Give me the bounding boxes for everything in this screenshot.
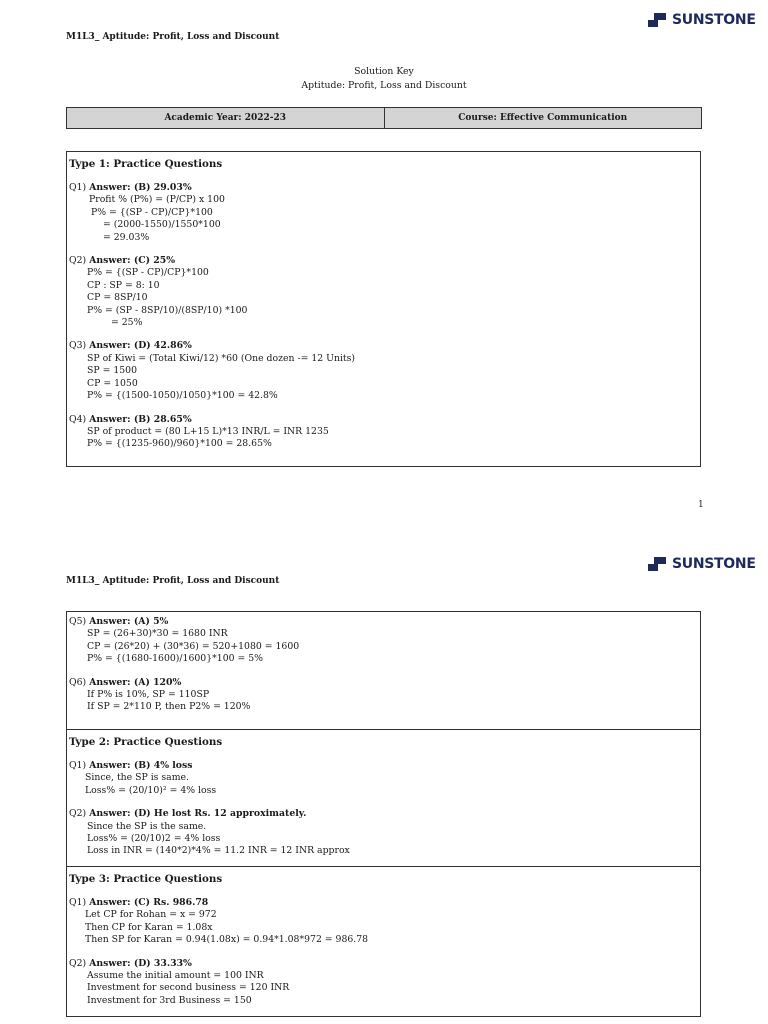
solution-step: SP = 1500	[87, 365, 137, 377]
question-number: Q4)	[69, 413, 87, 425]
solution-step: Investment for 3rd Business = 150	[87, 994, 252, 1006]
solution-step: Investment for second business = 120 INR	[87, 982, 290, 994]
solution-step: If SP = 2*110 P, then P2% = 120%	[87, 701, 251, 713]
solution-step: = 25%	[111, 317, 143, 329]
solution-step: If P% is 10%, SP = 110SP	[87, 689, 210, 701]
section-title: Type 2: Practice Questions	[69, 736, 223, 748]
solution-step: Then CP for Karan = 1.08x	[85, 921, 213, 933]
type2-section	[67, 730, 700, 869]
question-number: Q1)	[69, 897, 87, 908]
brand-name: SUNSTONE	[672, 556, 756, 572]
question-number: Q2)	[69, 808, 87, 820]
solution-step: CP = 8SP/10	[87, 292, 148, 304]
solution-step: CP : SP = 8: 10	[87, 279, 160, 291]
question	[67, 616, 700, 666]
question-answer-line	[67, 677, 700, 689]
solution-step: Profit % (P%) = (P/CP) x 100	[89, 194, 225, 206]
brand-name: SUNSTONE	[672, 12, 756, 28]
question-number: Q1)	[69, 182, 87, 193]
solution-step: Then SP for Karan = 0.94(1.08x) = 0.94*1.08*972 = 986.78	[85, 934, 369, 946]
section-title: Type 3: Practice Questions	[69, 873, 223, 885]
solution-step: CP = 1050	[87, 377, 138, 389]
question-number: Q2)	[69, 957, 87, 969]
solution-step: P% = {(SP - CP)/CP}*100	[91, 206, 213, 218]
solution-step: Since, the SP is same.	[85, 772, 189, 784]
subtitle: Aptitude: Profit, Loss and Discount	[301, 80, 467, 91]
question	[67, 340, 700, 402]
solution-step: Since the SP is the same.	[87, 820, 207, 832]
answer-label: Answer: (D) 33.33%	[89, 957, 192, 969]
sunstone-logo-icon	[648, 13, 666, 27]
solution-step: P% = {(1680-1600)/1600}*100 = 5%	[87, 653, 263, 665]
info-table	[66, 107, 702, 129]
question	[67, 808, 700, 858]
solution-step: = 29.03%	[103, 231, 150, 243]
answer-label: Answer: (B) 28.65%	[89, 413, 192, 425]
type3-section	[67, 867, 700, 1018]
solution-step: CP = (26*20) + (30*36) = 520+1080 = 1600	[87, 640, 300, 652]
type1-section	[67, 152, 700, 451]
sunstone-logo	[648, 556, 756, 572]
answer-label: Answer: (A) 5%	[89, 616, 169, 627]
answer-label: Answer: (C) Rs. 986.78	[89, 897, 209, 908]
question-answer-line	[67, 414, 700, 426]
question-answer-line	[67, 182, 700, 194]
question-answer-line	[67, 616, 700, 628]
question-answer-line	[67, 255, 700, 267]
question	[67, 255, 700, 329]
solution-step: Loss% = (20/10)² = 4% loss	[85, 784, 217, 796]
sunstone-logo-icon	[648, 557, 666, 571]
solution-step: Assume the initial amount = 100 INR	[87, 970, 264, 982]
question	[67, 958, 700, 1008]
question	[67, 760, 700, 797]
document-title: M1L3_ Aptitude: Profit, Loss and Discount	[66, 576, 280, 586]
question-number: Q2)	[69, 255, 87, 267]
answer-label: Answer: (A) 120%	[89, 676, 182, 688]
solution-step: SP of product = (80 L+15 L)*13 INR/L = INR 1235	[87, 425, 329, 437]
question-answer-line	[67, 897, 700, 909]
answer-label: Answer: (D) He lost Rs. 12 approximately.	[89, 808, 307, 820]
solution-step: P% = {(1500-1050)/1050}*100 = 42.8%	[87, 390, 278, 402]
continued-box	[66, 611, 701, 1017]
answer-label: Answer: (B) 29.03%	[89, 182, 192, 193]
question-number: Q1)	[69, 760, 87, 771]
page-number: 1	[698, 500, 704, 510]
course-name: Course: Effective Communication	[384, 108, 702, 128]
solution-step: SP = (26+30)*30 = 1680 INR	[87, 628, 228, 640]
question	[67, 182, 700, 244]
solution-step: P% = {(1235-960)/960}*100 = 28.65%	[87, 438, 272, 450]
question-number: Q3)	[69, 340, 87, 352]
question-answer-line	[67, 340, 700, 352]
academic-year: Academic Year: 2022-23	[164, 113, 287, 123]
question-answer-line	[67, 808, 700, 820]
answer-label: Answer: (D) 42.86%	[89, 340, 192, 352]
solution-step: SP of Kiwi = (Total Kiwi/12) *60 (One dozen -= 12 Units)	[87, 352, 356, 364]
solution-step: P% = (SP - 8SP/10)/(8SP/10) *100	[87, 304, 248, 316]
solution-step: P% = {(SP - CP)/CP}*100	[87, 267, 209, 279]
solution-step: = (2000-1550)/1550*100	[103, 219, 221, 231]
solution-key-title: Solution Key	[354, 66, 414, 77]
solution-step: Loss% = (20/10)2 = 4% loss	[87, 833, 221, 845]
solution-step: Loss in INR = (140*2)*4% = 11.2 INR = 12 INR approx	[87, 845, 350, 857]
answer-label: Answer: (C) 25%	[89, 255, 176, 267]
question	[67, 677, 700, 714]
sunstone-logo	[648, 12, 756, 28]
section-title: Type 1: Practice Questions	[69, 158, 223, 170]
question	[67, 897, 700, 947]
solution-step: Let CP for Rohan = x = 972	[85, 909, 217, 921]
question	[67, 414, 700, 451]
document-title: M1L3_ Aptitude: Profit, Loss and Discount	[66, 32, 280, 42]
question-answer-line	[67, 760, 700, 772]
question-number: Q6)	[69, 676, 87, 688]
question-number: Q5)	[69, 616, 87, 627]
question-answer-line	[67, 958, 700, 970]
answer-label: Answer: (B) 4% loss	[89, 760, 193, 771]
type1-box	[66, 151, 701, 467]
